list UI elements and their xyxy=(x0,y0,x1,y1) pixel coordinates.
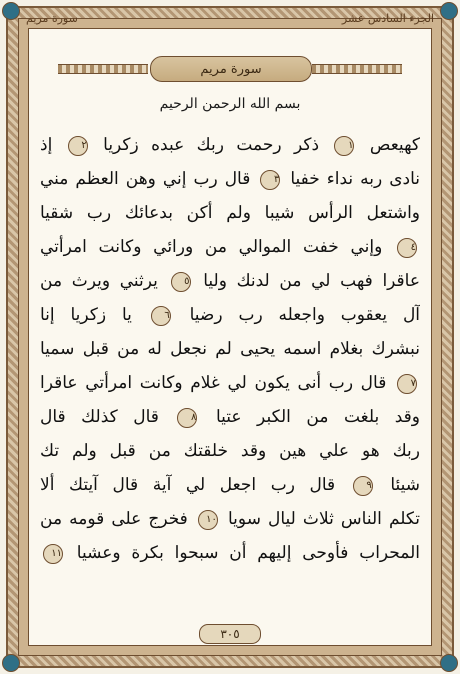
verse-line xyxy=(40,230,420,264)
verse-number-marker: ١ xyxy=(334,136,354,156)
verse-text: تكلم الناس ثلاث ليال سويا xyxy=(228,509,420,529)
title-ornament-left xyxy=(58,64,148,74)
verse-number-marker: ٤ xyxy=(397,238,417,258)
verse-text: يرثني ويرث من xyxy=(40,271,158,291)
verse-line xyxy=(40,400,420,434)
verse-line xyxy=(40,332,420,366)
verse-text: قال رب اجعل لي آية قال آيتك ألا xyxy=(40,475,336,495)
verse-line xyxy=(40,162,420,196)
verse-number-marker: ٣ xyxy=(260,170,280,190)
verse-line xyxy=(40,468,420,502)
verse-line xyxy=(40,366,420,400)
verse-number-marker: ٥ xyxy=(171,272,191,292)
verse-line xyxy=(40,264,420,298)
verse-text: شيئا xyxy=(390,475,420,495)
verse-text: فخرج على قومه من xyxy=(40,509,188,529)
verse-line xyxy=(40,196,420,230)
corner-ornament-icon xyxy=(2,2,20,20)
verse-line xyxy=(40,536,420,570)
basmala: بسم الله الرحمن الرحيم xyxy=(159,96,301,112)
corner-ornament-icon xyxy=(440,2,458,20)
verse-text: ذكر رحمت ربك عبده زكريا xyxy=(103,135,320,155)
verse-line xyxy=(40,502,420,536)
verse-text: وقد بلغت من الكبر عتيا xyxy=(215,407,420,427)
verse-text: كهيعص xyxy=(369,135,420,155)
verse-number-marker: ٦ xyxy=(151,306,171,326)
verse-text: المحراب فأوحى إليهم أن سبحوا بكرة وعشيا xyxy=(76,543,420,563)
verse-text: نبشرك بغلام اسمه يحيى لم نجعل له من قبل سميا xyxy=(40,339,420,359)
verse-text: وإني خفت الموالي من ورائي وكانت امرأتي xyxy=(40,237,383,257)
page-header xyxy=(26,10,434,26)
verse-number-marker: ٨ xyxy=(177,408,197,428)
corner-ornament-icon xyxy=(440,654,458,672)
verse-text: يا زكريا إنا xyxy=(40,305,132,325)
verse-number-marker: ١١ xyxy=(43,544,63,564)
verse-number-marker: ٩ xyxy=(353,476,373,496)
verse-number-marker: ٧ xyxy=(397,374,417,394)
verse-text: قال رب إني وهن العظم مني xyxy=(40,169,251,189)
verses-block xyxy=(40,128,420,570)
surah-header-label: سورة مريم xyxy=(26,11,78,25)
corner-ornament-icon xyxy=(2,654,20,672)
verse-number-marker: ٢ xyxy=(68,136,88,156)
verse-number-marker: ١٠ xyxy=(198,510,218,530)
verse-line xyxy=(40,298,420,332)
verse-text: آل يعقوب واجعله رب رضيا xyxy=(189,305,420,325)
page-number: ٣٠٥ xyxy=(199,624,261,644)
verse-line xyxy=(40,128,420,162)
verse-line xyxy=(40,434,420,468)
verse-text: قال رب أنى يكون لي غلام وكانت امرأتي عاقرا xyxy=(40,373,387,393)
verse-text: نادى ربه نداء خفيا xyxy=(290,169,420,189)
surah-title: سورة مريم xyxy=(200,61,262,77)
verse-text: إذ xyxy=(40,135,53,155)
title-ornament-right xyxy=(312,64,402,74)
verse-text: قال كذلك قال xyxy=(40,407,159,427)
surah-title-panel xyxy=(150,56,312,82)
verse-text: عاقرا فهب لي من لدنك وليا xyxy=(203,271,420,291)
juz-header-label: الجزء السادس عشر xyxy=(341,11,434,25)
verse-text: ربك هو علي هين وقد خلقتك من قبل ولم تك xyxy=(40,441,420,461)
verse-text: واشتعل الرأس شيبا ولم أكن بدعائك رب شقيا xyxy=(40,203,420,223)
